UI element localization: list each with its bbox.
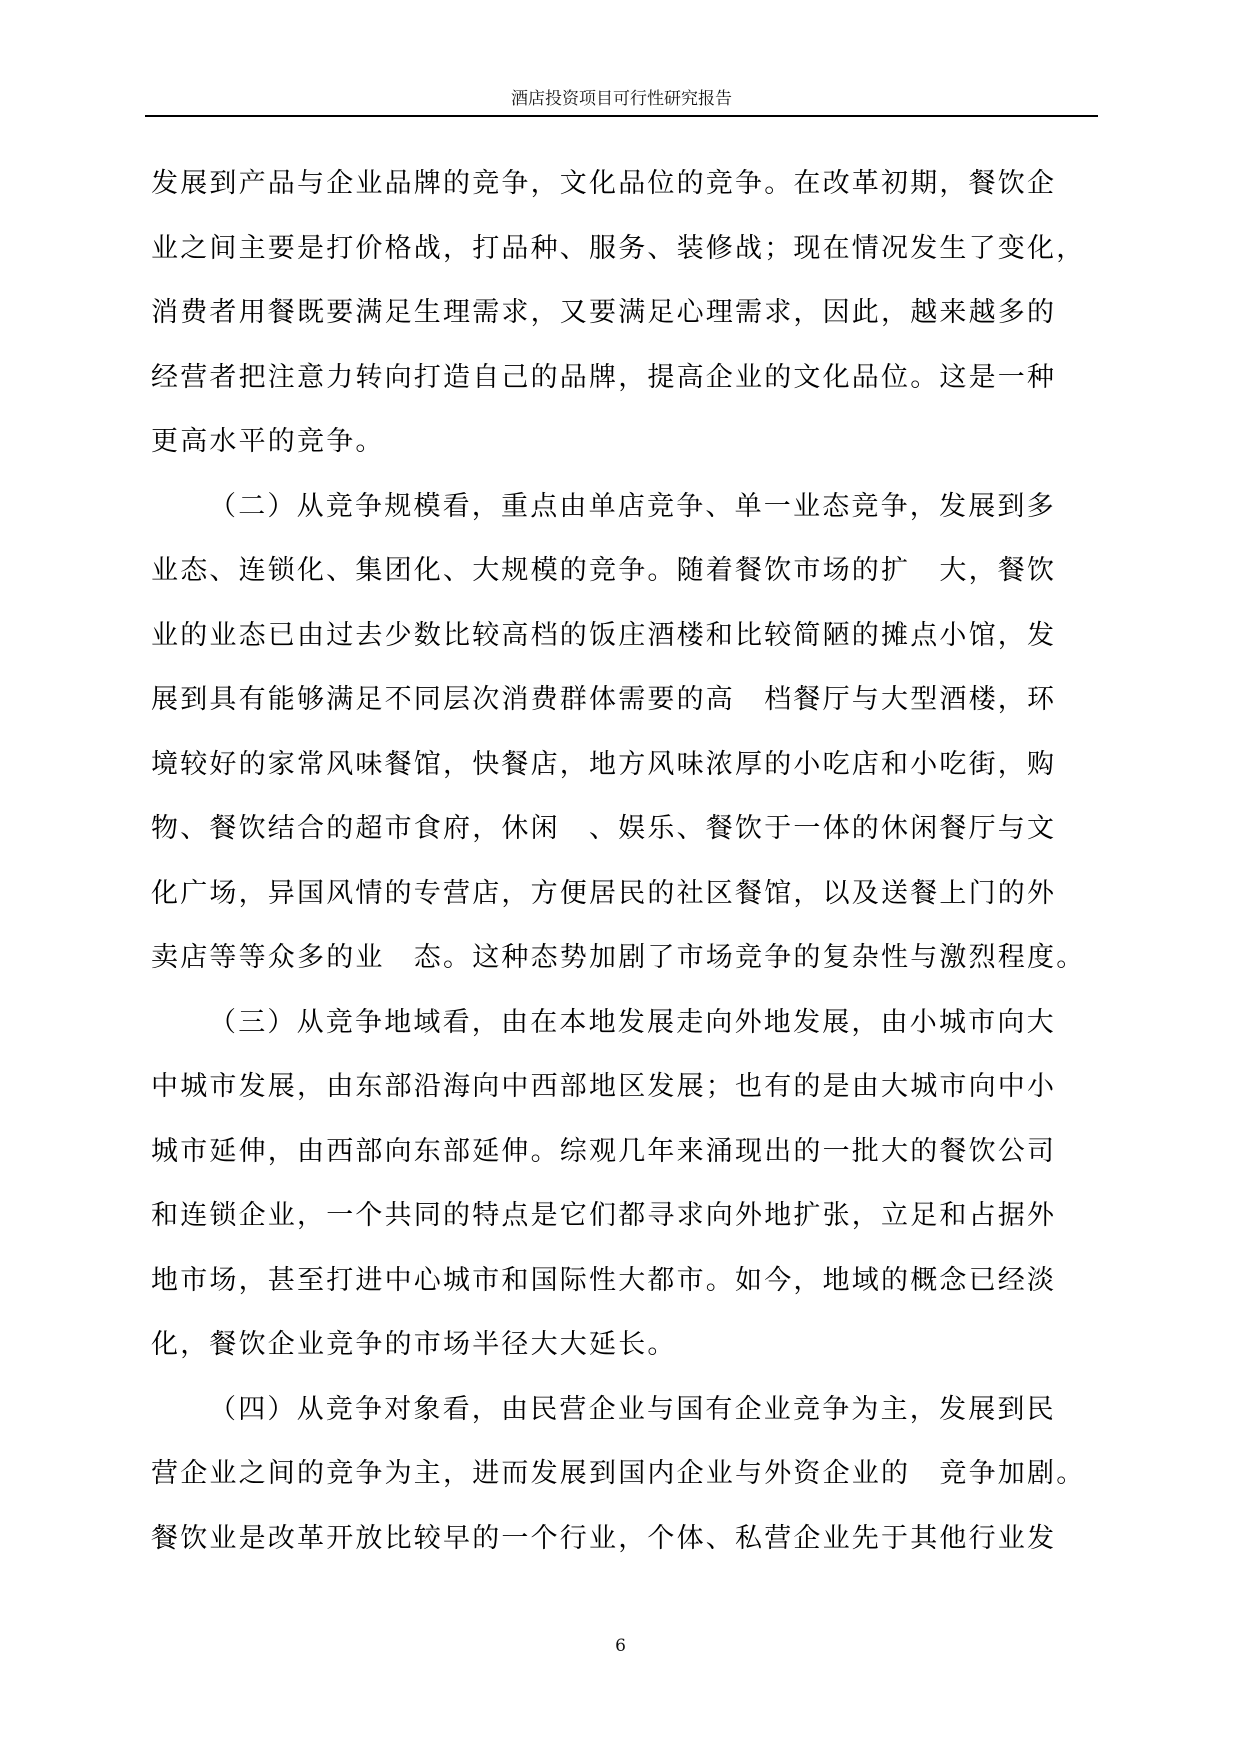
text-line: 业态、连锁化、集团化、大规模的竞争。随着餐饮市场的扩 大，餐饮	[151, 555, 1057, 586]
text-line: 餐饮业是改革开放比较早的一个行业，个体、私营企业先于其他行业发	[151, 1522, 1057, 1554]
text-line: 中城市发展，由东部沿海向中西部地区发展；也有的是由大城市向中小	[151, 1071, 1057, 1102]
page-number: 6	[615, 1636, 626, 1656]
page-header-title: 酒店投资项目可行性研究报告	[511, 89, 732, 109]
text-line: 消费者用餐既要满足生理需求，又要满足心理需求，因此，越来越多的	[151, 297, 1057, 328]
paragraph-start-line: （三）从竞争地域看，由在本地发展走向外地发展，由小城市向大	[209, 1006, 1056, 1038]
text-line: 化，餐饮企业竞争的市场半径大大延长。	[151, 1329, 677, 1360]
text-line: 业的业态已由过去少数比较高档的饭庄酒楼和比较简陋的摊点小馆，发	[151, 619, 1057, 651]
text-line: 境较好的家常风味餐馆，快餐店，地方风味浓厚的小吃店和小吃街，购	[151, 748, 1057, 780]
text-line: 物、餐饮结合的超市食府，休闲 、娱乐、餐饮于一体的休闲餐厅与文	[151, 813, 1057, 844]
text-line: 营企业之间的竞争为主，进而发展到国内企业与外资企业的 竞争加剧。	[151, 1458, 1086, 1489]
text-line: 化广场，异国风情的专营店，方便居民的社区餐馆，以及送餐上门的外	[151, 877, 1057, 909]
header-divider	[145, 115, 1098, 117]
text-line: 业之间主要是打价格战，打品种、服务、装修战；现在情况发生了变化，	[151, 232, 1086, 264]
paragraph-start-line: （二）从竞争规模看，重点由单店竞争、单一业态竞争，发展到多	[209, 490, 1056, 522]
text-line: 更高水平的竞争。	[151, 426, 385, 457]
text-line: 展到具有能够满足不同层次消费群体需要的高 档餐厅与大型酒楼，环	[151, 684, 1057, 715]
text-line: 发展到产品与企业品牌的竞争，文化品位的竞争。在改革初期，餐饮企	[151, 168, 1057, 199]
text-line: 和连锁企业，一个共同的特点是它们都寻求向外地扩张，立足和占据外	[151, 1200, 1057, 1231]
body-text	[151, 152, 1096, 1571]
text-line: 经营者把注意力转向打造自己的品牌，提高企业的文化品位。这是一种	[151, 361, 1057, 393]
text-line: 地市场，甚至打进中心城市和国际性大都市。如今，地域的概念已经淡	[151, 1264, 1057, 1296]
paragraph-start-line: （四）从竞争对象看，由民营企业与国有企业竞争为主，发展到民	[209, 1393, 1056, 1425]
text-line: 城市延伸，由西部向东部延伸。综观几年来涌现出的一批大的餐饮公司	[151, 1135, 1057, 1167]
text-line: 卖店等等众多的业 态。这种态势加剧了市场竞争的复杂性与激烈程度。	[151, 942, 1086, 973]
